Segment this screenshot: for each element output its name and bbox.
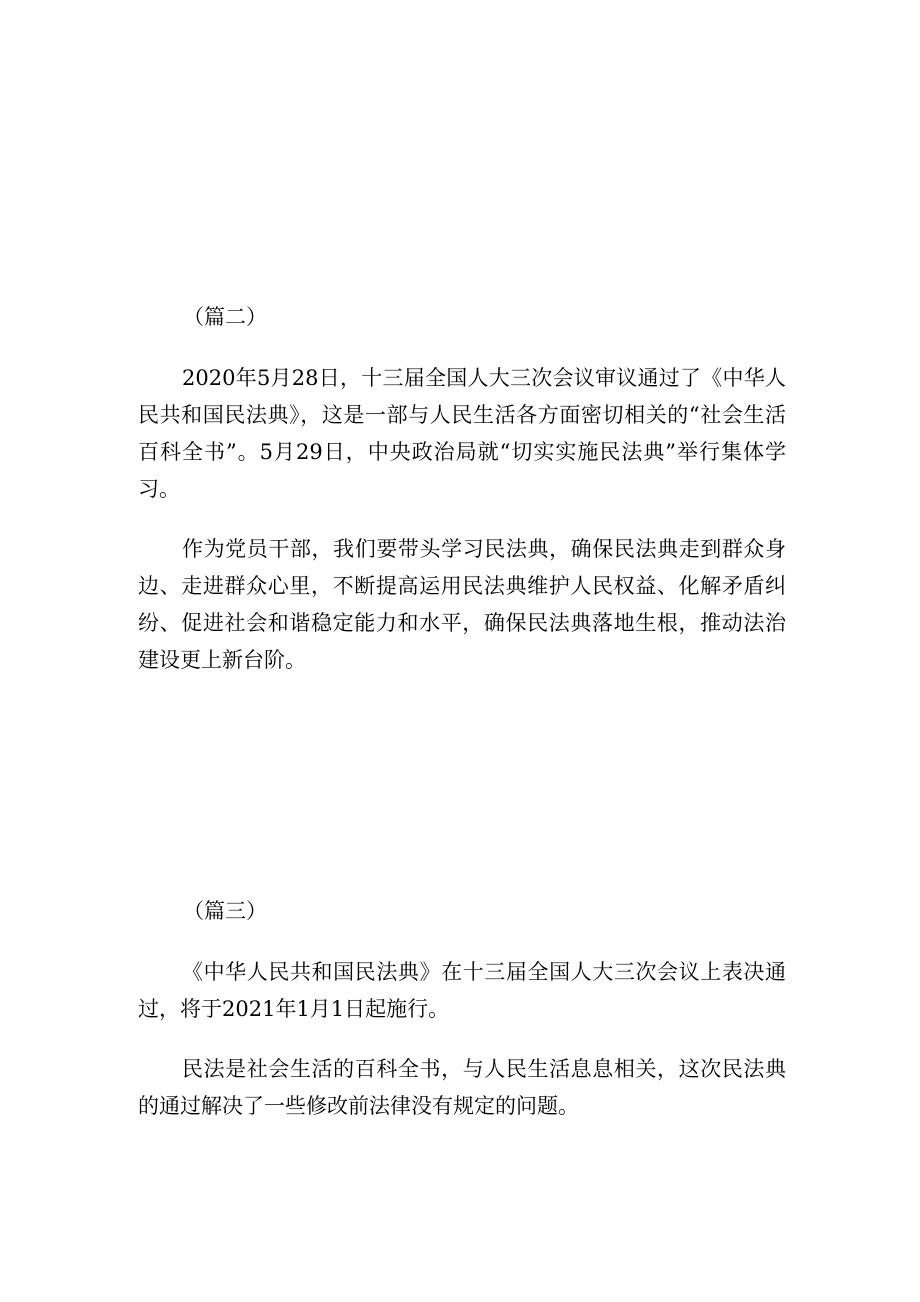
section-3-body [138, 954, 786, 1125]
paragraph: 《中华人民共和国民法典》在十三届全国人大三次会议上表决通过，将于2021年1月1日起施行。 [138, 960, 786, 1021]
paragraph: 民法是社会生活的百科全书，与人民生活息息相关，这次民法典的通过解决了一些修改前法律没有规定的问题。 [138, 1057, 786, 1118]
section-heading-3: （篇三） [183, 899, 267, 923]
section-heading-2: （篇二） [183, 305, 267, 329]
section-2-body [138, 360, 786, 679]
paragraph: 作为党员干部，我们要带头学习民法典，确保民法典走到群众身边、走进群众心里，不断提高运用民法典维护人民权益、化解矛盾纠纷、促进社会和谐稳定能力和水平，确保民法典落地生根，推动法治建设更上新台阶。 [138, 537, 786, 672]
paragraph: 2020年5月28日，十三届全国人大三次会议审议通过了《中华人民共和国民法典》，这是一部与人民生活各方面密切相关的“社会生活百科全书”。5月29日，中央政治局就“切实实施民法典”举行集体学习。 [138, 366, 786, 501]
